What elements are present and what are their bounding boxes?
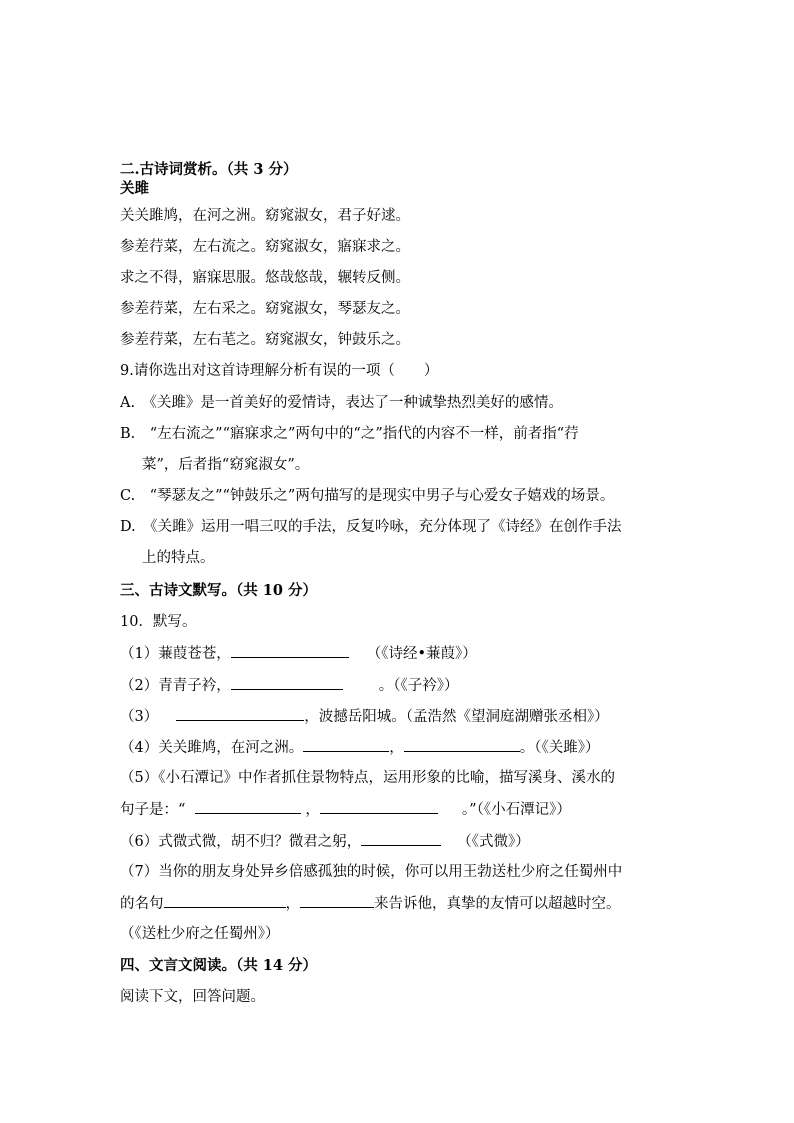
item-1-source: （《诗经•蒹葭》） [366, 646, 477, 662]
item-7-text: 的名句 [120, 896, 164, 912]
dictation-item-5-line-1: （5）《小石潭记》中作者抓住景物特点，运用形象的比喻，描写溪身、溪水的 [120, 770, 615, 786]
option-d-line-1: D. 《关雎》运用一唱三叹的手法，反复吟咏，充分体现了《诗经》在创作手法 [120, 519, 622, 535]
item-7-tail: 来告诉他，真挚的友情可以超越时空。 [374, 896, 621, 912]
item-4-text: （4）关关雎鸠，在河之洲。 [120, 740, 304, 756]
dictation-item-6 [120, 832, 530, 851]
dictation-item-7-line-3: （《送杜少府之任蜀州》） [120, 926, 280, 942]
option-c: C. “琴瑟友之”“钟鼓乐之”两句描写的是现实中男子与心爱女子嬉戏的场景。 [120, 488, 615, 504]
option-d-line-2: 上的特点。 [142, 550, 215, 566]
dictation-item-4 [120, 738, 599, 757]
item-4-comma: ， [389, 740, 404, 756]
option-a: A. 《关雎》是一首美好的爱情诗，表达了一种诚挚热烈美好的感情。 [120, 395, 563, 411]
question-9: 9.请你选出对这首诗理解分析有误的一项（ ） [120, 363, 439, 379]
item-4-source: 。（《关雎》） [519, 740, 600, 756]
option-b-line-1: B. “左右流之”“寤寐求之”两句中的“之”指代的内容不一样，前者指“荇 [120, 426, 579, 442]
dictation-item-5-line-2 [120, 800, 571, 819]
dictation-item-3 [120, 707, 609, 726]
poem-line-3: 求之不得，寤寐思服。悠哉悠哉，辗转反侧。 [120, 270, 410, 286]
poem-line-4: 参差荇菜，左右采之。窈窕淑女，琴瑟友之。 [120, 301, 410, 317]
answer-blank[interactable] [404, 738, 520, 752]
answer-blank[interactable] [300, 894, 374, 908]
section-4-instruction: 阅读下文，回答问题。 [120, 989, 265, 1005]
answer-blank[interactable] [195, 800, 301, 814]
section-4-heading: 四、文言文阅读。（共 14 分） [120, 957, 318, 974]
item-7-comma: ， [285, 896, 300, 912]
dictation-item-7-line-2 [120, 894, 621, 913]
section-2-heading: 二.古诗词赏析。（共 3 分） [120, 161, 298, 178]
poem-title: 关雎 [120, 180, 149, 197]
item-2-text: （2）青青子衿， [120, 678, 231, 694]
item-3-label: （3） [120, 709, 159, 725]
dictation-item-1 [120, 644, 477, 663]
item-6-source: （《式微》） [457, 834, 530, 850]
item-5-comma: ， [305, 802, 320, 818]
answer-blank[interactable] [320, 800, 438, 814]
item-2-source: 。（《子衿》） [378, 678, 459, 694]
item-1-text: （1）蒹葭苍苍， [120, 646, 231, 662]
answer-blank[interactable] [164, 894, 286, 908]
dictation-item-2 [120, 676, 458, 695]
answer-blank[interactable] [176, 707, 304, 721]
dictation-item-7-line-1: （7）当你的朋友身处异乡倍感孤独的时候，你可以用王勃送杜少府之任蜀州中 [120, 864, 623, 880]
item-5-text: 句子是：“ [120, 802, 186, 818]
poem-line-2: 参差荇菜，左右流之。窈窕淑女，寤寐求之。 [120, 239, 410, 255]
item-3-text: ，波撼岳阳城。（孟浩然《望洞庭湖赠张丞相》） [304, 709, 609, 725]
poem-line-1: 关关雎鸠，在河之洲。窈窕淑女，君子好逑。 [120, 208, 410, 224]
poem-line-5: 参差荇菜，左右芼之。窈窕淑女，钟鼓乐之。 [120, 332, 410, 348]
section-3-heading: 三、古诗文默写。（共 10 分） [120, 582, 318, 599]
answer-blank[interactable] [361, 832, 441, 846]
item-6-text: （6）式微式微，胡不归？微君之躬， [120, 834, 362, 850]
answer-blank[interactable] [231, 644, 349, 658]
question-10: 10．默写。 [120, 614, 197, 630]
item-5-source: 。”（《小石潭记》） [461, 802, 571, 818]
answer-blank[interactable] [231, 676, 343, 690]
option-b-line-2: 菜”，后者指“窈窕淑女”。 [142, 457, 310, 473]
answer-blank[interactable] [303, 738, 389, 752]
